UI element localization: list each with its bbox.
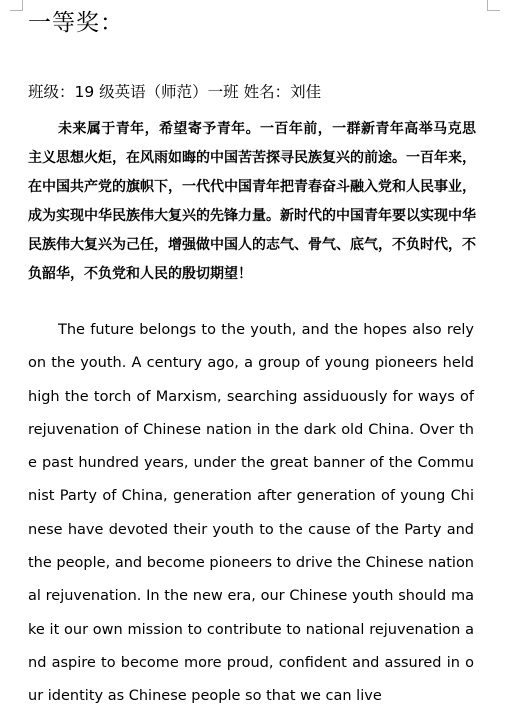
student-info: 班级：19 级英语（师范）一班 姓名：刘佳 <box>28 83 322 101</box>
page-corner-mark-left <box>10 0 23 11</box>
award-title: 一等奖： <box>28 10 124 36</box>
english-paragraph: The future belongs to the youth, and the hopes also rely on the youth. A century ago, a group of young pioneers held high the torch of Marxism, searching assiduously for ways of rejuvenation of Chinese nation in the dark old China. Over the past hundred years, under the great banner of the Communist Party of China, generation after generation of young Chinese have devoted their youth to the cause of the Party and the people, and become pioneers to drive the Chinese national rejuvenation. In the new era, our Chinese youth should make it our own mission to contribute to national rejuvenation and aspire to become more proud, confident and assured in our identity as Chinese people so that we can live <box>28 322 474 705</box>
chinese-paragraph: 未来属于青年，希望寄予青年。一百年前，一群新青年高举马克思主义思想火炬，在风雨如晦的中国苦苦探寻民族复兴的前途。一百年来，在中国共产党的旗帜下，一代代中国青年把青春奋斗融入党和人民事业，成为实现中华民族伟大复兴的先锋力量。新时代的中国青年要以实现中华民族伟大复兴为己任，增强做中国人的志气、骨气、底气，不负时代，不负韶华，不负党和人民的殷切期望！ <box>28 121 476 282</box>
page-corner-mark-right <box>487 0 500 11</box>
